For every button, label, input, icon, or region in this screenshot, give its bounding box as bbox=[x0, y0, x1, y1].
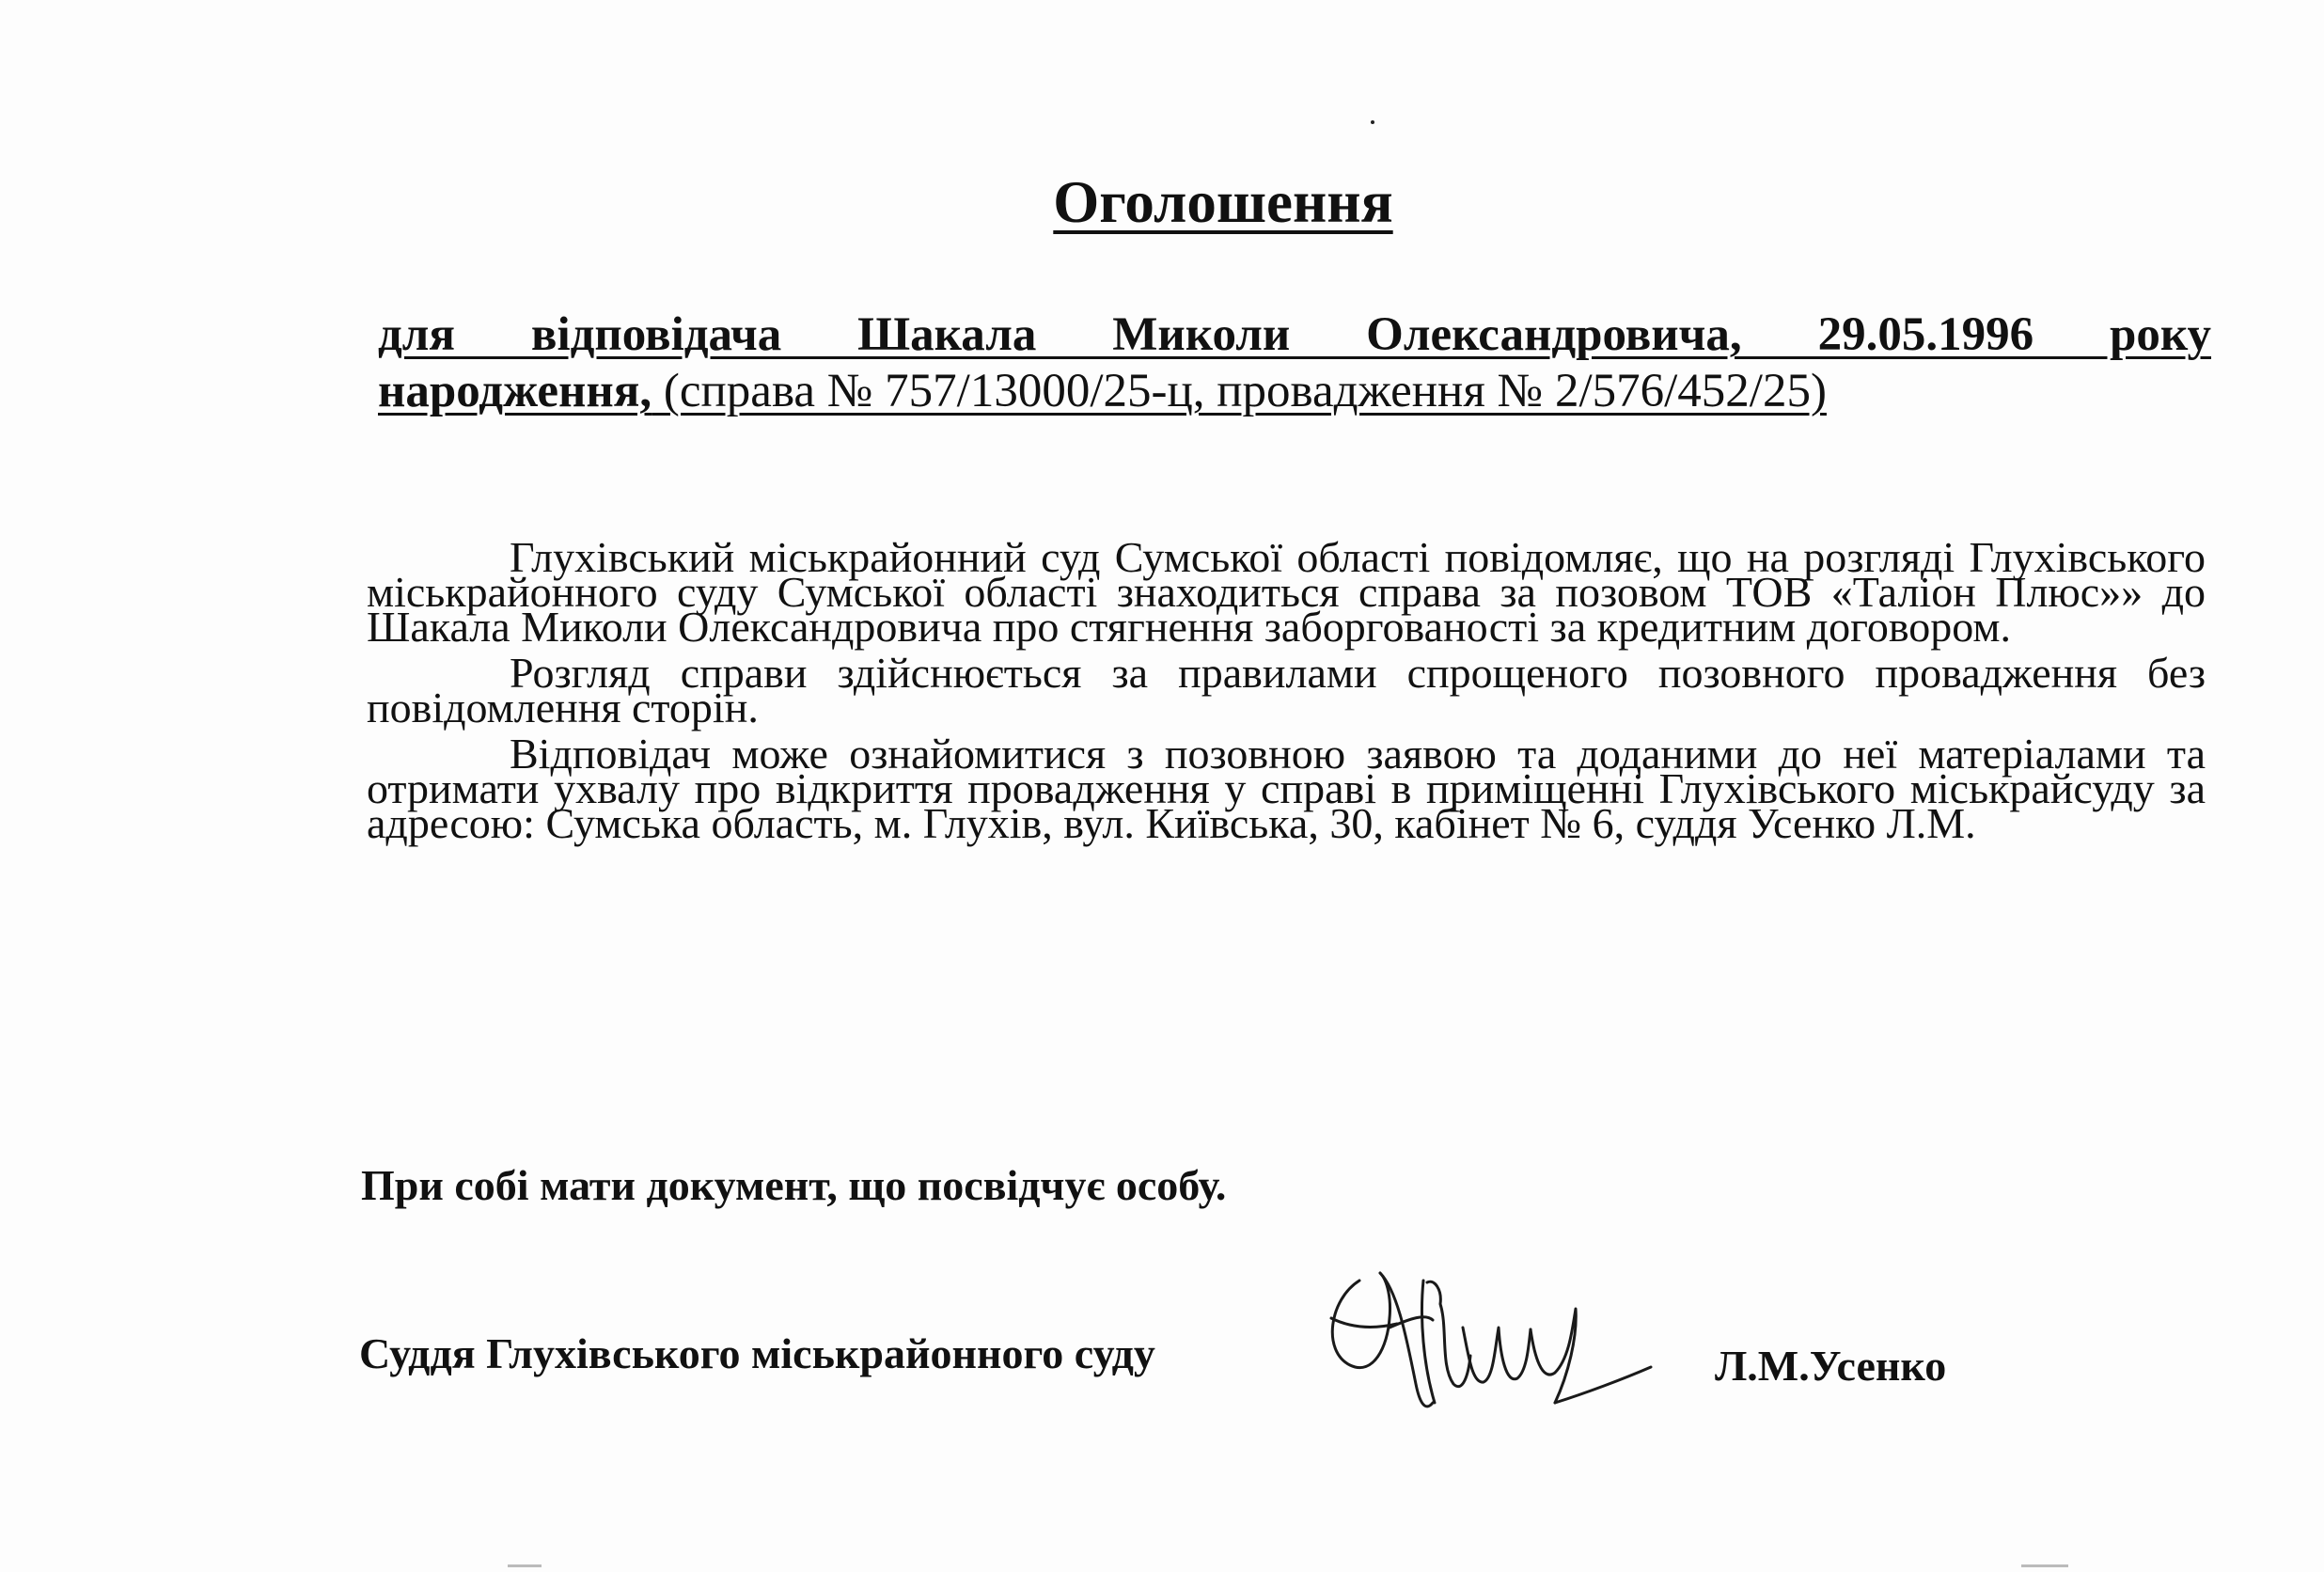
body-paragraph-procedure: Розгляд справи здійснюється за правилами спрощеного позовного провадження без повідомлення сторін. bbox=[367, 649, 2206, 731]
announcement-body bbox=[367, 533, 2206, 852]
scan-speck bbox=[1371, 120, 1374, 124]
judge-name: Л.М.Усенко bbox=[1715, 1342, 1947, 1390]
recipient-line-1: для відповідача Шакала Миколи Олександровича, 29.05.1996 року bbox=[378, 308, 2211, 361]
body-paragraph-notice: Глухівський міськрайонний суд Сумської області повідомляє, що на розгляді Глухівського міськрайонного суду Сумської області знаходиться справа за позовом ТОВ «Таліон Плюс»» до Шакала Миколи Олександровича про стягнення заборгованості за кредитним договором. bbox=[367, 533, 2206, 651]
document-title-text: Оголошення bbox=[1053, 169, 1393, 235]
recipient-line-2-bold: народження, bbox=[378, 365, 652, 417]
id-document-note: При собі мати документ, що посвідчує особу. bbox=[361, 1161, 1227, 1209]
recipient-case-numbers: (справа № 757/13000/25-ц, провадження № 2/576/452/25) bbox=[652, 365, 1827, 417]
handwritten-signature bbox=[1322, 1262, 1657, 1422]
recipient-line-2 bbox=[378, 363, 2211, 419]
body-paragraph-address: Відповідач може ознайомитися з позовною заявою та доданими до неї матеріалами та отримати ухвалу про відкриття провадження у справі в приміщенні Глухівського міськрайсуду за адресою: Сумська область, м. Глухів, вул. Київська, 30, кабінет № 6, суддя Усенко Л.М. bbox=[367, 730, 2206, 847]
recipient-block bbox=[378, 307, 2211, 419]
scan-edge-mark bbox=[2021, 1564, 2068, 1567]
scan-edge-mark bbox=[508, 1564, 542, 1567]
judge-position: Суддя Глухівського міськрайонного суду bbox=[359, 1329, 1155, 1377]
document-title bbox=[0, 169, 2324, 235]
